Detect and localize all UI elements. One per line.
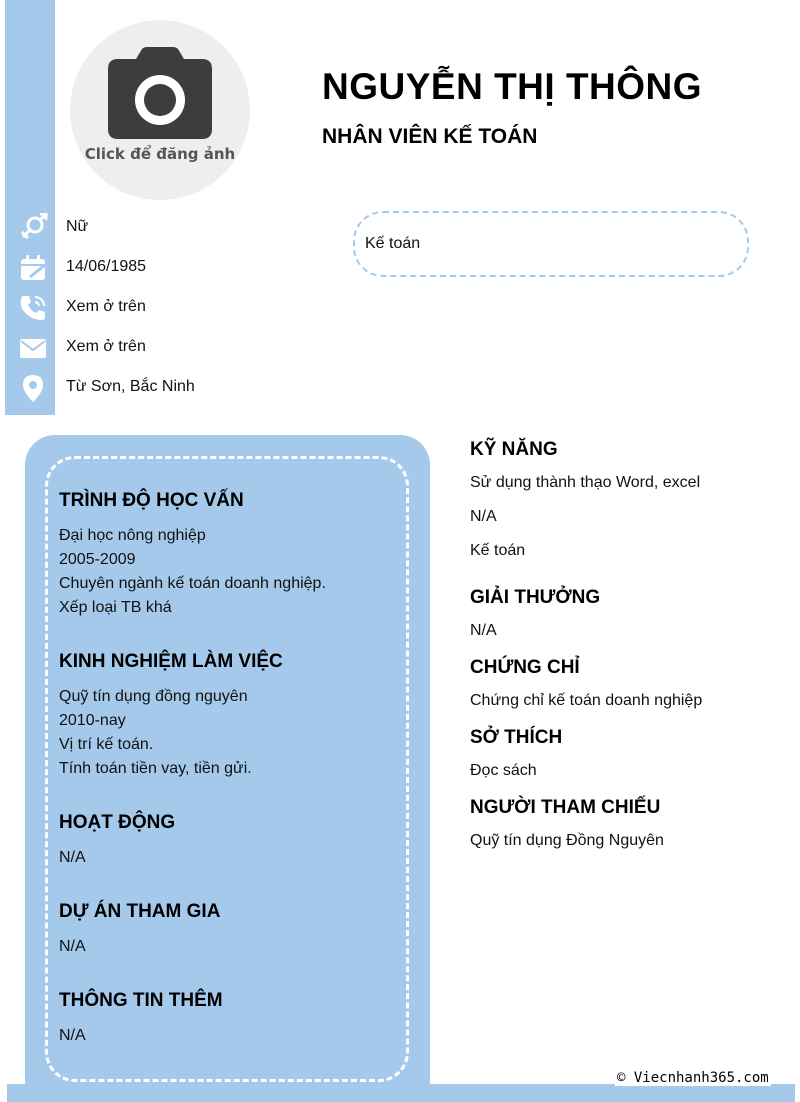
gender-icon: [18, 213, 48, 243]
activities-text[interactable]: N/A: [59, 849, 86, 866]
certificates-text[interactable]: Chứng chỉ kế toán doanh nghiệp: [470, 692, 703, 709]
education-line[interactable]: Xếp loại TB khá: [59, 599, 172, 616]
activities-title: HOẠT ĐỘNG: [59, 812, 176, 833]
bottom-accent-bar: [7, 1084, 795, 1102]
calendar-icon: [18, 253, 48, 283]
info-gender: [0, 209, 330, 245]
experience-line[interactable]: Tính toán tiền vay, tiền gửi.: [59, 760, 252, 777]
avatar-upload-label: Click để đăng ảnh: [84, 145, 236, 163]
candidate-name[interactable]: NGUYỄN THỊ THÔNG: [322, 66, 703, 107]
hobbies-title: SỞ THÍCH: [470, 727, 563, 748]
references-text[interactable]: Quỹ tín dụng Đồng Nguyên: [470, 832, 664, 849]
hobbies-text[interactable]: Đọc sách: [470, 762, 537, 779]
info-phone: [0, 289, 330, 325]
birthday-value[interactable]: 14/06/1985: [66, 258, 147, 275]
experience-line[interactable]: Quỹ tín dụng đồng nguyên: [59, 688, 248, 705]
additional-info-title: THÔNG TIN THÊM: [59, 990, 223, 1011]
experience-title: KINH NGHIỆM LÀM VIỆC: [59, 651, 283, 672]
certificates-title: CHỨNG CHỈ: [470, 657, 580, 678]
gender-value[interactable]: Nữ: [66, 218, 89, 235]
location-icon: [18, 373, 48, 403]
education-title: TRÌNH ĐỘ HỌC VẤN: [59, 490, 244, 511]
phone-icon: [18, 293, 48, 323]
references-title: NGƯỜI THAM CHIẾU: [470, 797, 661, 818]
education-line[interactable]: Chuyên ngành kế toán doanh nghiệp.: [59, 575, 326, 592]
phone-value[interactable]: Xem ở trên: [66, 298, 146, 315]
education-line[interactable]: Đại học nông nghiệp: [59, 527, 206, 544]
additional-info-text[interactable]: N/A: [59, 1027, 86, 1044]
projects-title: DỰ ÁN THAM GIA: [59, 901, 221, 922]
mail-icon: [18, 333, 48, 363]
info-address: [0, 369, 330, 405]
experience-line[interactable]: Vị trí kế toán.: [59, 736, 154, 753]
email-value[interactable]: Xem ở trên: [66, 338, 146, 355]
awards-text[interactable]: N/A: [470, 622, 497, 639]
address-value[interactable]: Từ Sơn, Bắc Ninh: [66, 378, 195, 395]
info-birthday: [0, 249, 330, 285]
education-line[interactable]: 2005-2009: [59, 551, 136, 568]
camera-icon: [106, 47, 214, 141]
candidate-position[interactable]: NHÂN VIÊN KẾ TOÁN: [322, 125, 538, 148]
skill-item[interactable]: N/A: [470, 508, 497, 525]
skill-item[interactable]: Kế toán: [470, 542, 526, 559]
awards-title: GIẢI THƯỞNG: [470, 587, 601, 608]
avatar-upload[interactable]: [70, 20, 250, 200]
career-objective[interactable]: Kế toán: [353, 211, 749, 277]
info-email: [0, 329, 330, 365]
projects-text[interactable]: N/A: [59, 938, 86, 955]
experience-line[interactable]: 2010-nay: [59, 712, 126, 729]
skill-item[interactable]: Sử dụng thành thạo Word, excel: [470, 474, 701, 491]
skills-title: KỸ NĂNG: [470, 439, 558, 460]
copyright-text: © Viecnhanh365.com: [617, 1070, 769, 1086]
